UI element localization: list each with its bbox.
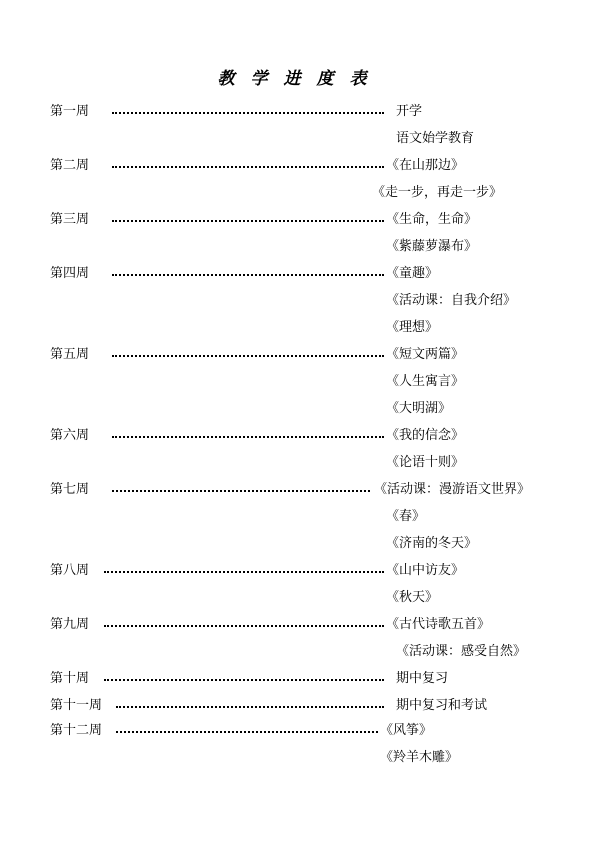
schedule-item: 《活动课：感受自然》 bbox=[396, 644, 527, 659]
leader-dots bbox=[112, 166, 384, 168]
leader-dots bbox=[112, 490, 370, 492]
leader-dots bbox=[104, 679, 384, 681]
week-label: 第九周 bbox=[50, 617, 90, 632]
week-label: 第四周 bbox=[50, 266, 90, 281]
week-label: 第五周 bbox=[50, 347, 90, 362]
schedule-item: 《秋天》 bbox=[386, 590, 439, 605]
schedule-item: 《走一步，再走一步》 bbox=[372, 185, 503, 200]
schedule-item: 语文始学教育 bbox=[396, 131, 475, 146]
leader-dots bbox=[104, 571, 384, 573]
schedule-item: 《活动课：漫游语文世界》 bbox=[374, 482, 531, 497]
week-label: 第七周 bbox=[50, 482, 90, 497]
schedule-item: 《紫藤萝瀑布》 bbox=[386, 239, 478, 254]
leader-dots bbox=[112, 355, 384, 357]
week-label: 第十二周 bbox=[50, 723, 103, 738]
schedule-item: 《理想》 bbox=[386, 320, 439, 335]
schedule-item: 《活动课：自我介绍》 bbox=[386, 293, 517, 308]
schedule-item: 期中复习和考试 bbox=[396, 698, 488, 713]
schedule-item: 《论语十则》 bbox=[386, 455, 465, 470]
leader-dots bbox=[104, 625, 384, 627]
leader-dots bbox=[112, 220, 384, 222]
schedule-item: 《短文两篇》 bbox=[386, 347, 465, 362]
schedule-item: 《在山那边》 bbox=[386, 158, 465, 173]
schedule-item: 《山中访友》 bbox=[386, 563, 465, 578]
week-label: 第三周 bbox=[50, 212, 90, 227]
leader-dots bbox=[116, 706, 384, 708]
schedule-item: 《古代诗歌五首》 bbox=[386, 617, 491, 632]
schedule-item: 《济南的冬天》 bbox=[386, 536, 478, 551]
page-title: 教学进度表 bbox=[217, 69, 383, 89]
schedule-item: 《童趣》 bbox=[386, 266, 439, 281]
schedule-item: 《生命，生命》 bbox=[386, 212, 478, 227]
week-label: 第一周 bbox=[50, 104, 90, 119]
week-label: 第十周 bbox=[50, 671, 90, 686]
schedule-item: 开学 bbox=[396, 104, 423, 119]
week-label: 第二周 bbox=[50, 158, 90, 173]
schedule-item: 《人生寓言》 bbox=[386, 374, 465, 389]
schedule-item: 《风筝》 bbox=[380, 723, 433, 738]
schedule-item: 期中复习 bbox=[396, 671, 449, 686]
leader-dots bbox=[112, 436, 384, 438]
leader-dots bbox=[112, 274, 384, 276]
week-label: 第八周 bbox=[50, 563, 90, 578]
schedule-item: 《我的信念》 bbox=[386, 428, 465, 443]
schedule-item: 《大明湖》 bbox=[386, 401, 452, 416]
schedule-item: 《羚羊木雕》 bbox=[380, 750, 459, 765]
leader-dots bbox=[116, 731, 378, 733]
week-label: 第六周 bbox=[50, 428, 90, 443]
week-label: 第十一周 bbox=[50, 698, 103, 713]
schedule-item: 《春》 bbox=[386, 509, 426, 524]
leader-dots bbox=[112, 112, 384, 114]
